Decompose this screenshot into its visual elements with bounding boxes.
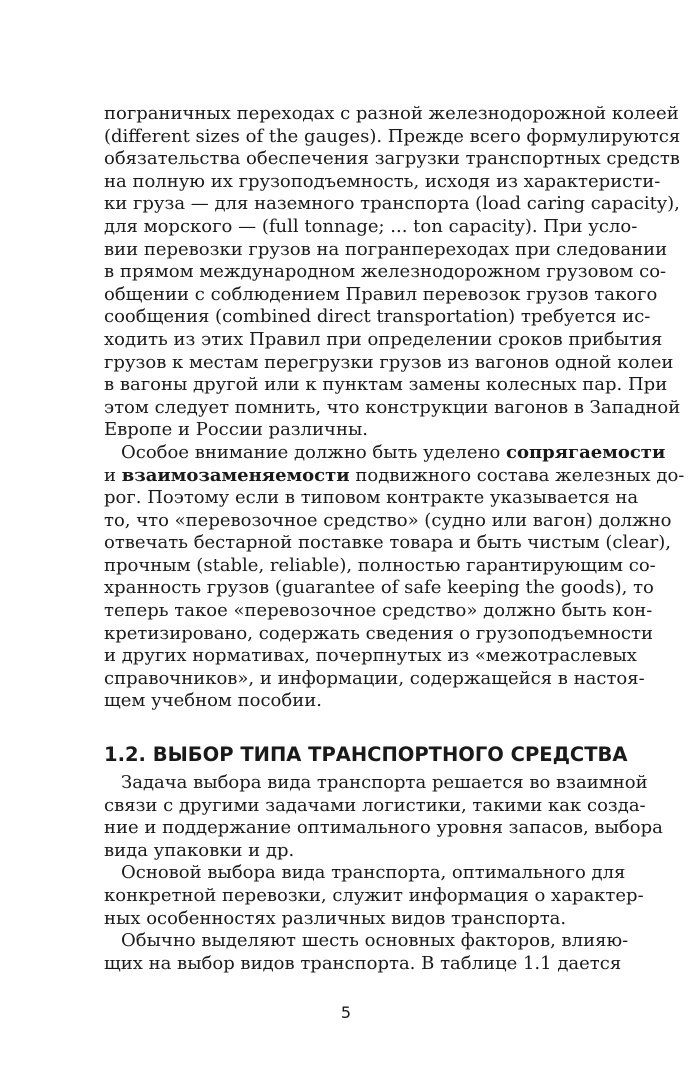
text-line: Обычно выделяют шесть основных факторов, влияю- [121, 930, 629, 952]
text-line: Задача выбора вида транспорта решается во взаимной [121, 772, 648, 793]
page-number: 5 [340, 1003, 352, 1022]
text-line: Основой выбора вида транспорта, оптимального для [121, 862, 626, 884]
text-run: и [104, 464, 122, 486]
text-line: щем учебном пособии. [104, 690, 322, 712]
text-line: в прямом международном железнодорожном грузовом со- [104, 261, 667, 283]
text-line: ние и поддержание оптимального уровня запасов, выбора [104, 817, 663, 839]
text-line: щих на выбор видов транспорта. В таблице 1.1 дается [104, 952, 622, 974]
bold-term: сопрягаемости [506, 441, 666, 463]
text-line: связи с другими задачами логистики, такими как созда- [104, 794, 646, 816]
text-line: ки груза — для наземного транспорта (load caring capacity), [104, 193, 680, 215]
text-line: общении с соблюдением Правил перевозок грузов такого [104, 283, 658, 305]
text-line: прочным (stable, reliable), полностью гарантирующим со- [104, 554, 656, 576]
text-line: отвечать бестарной поставке товара и быть чистым (clear), [104, 532, 671, 554]
text-line: справочников», и информации, содержащейся в настоя- [104, 667, 645, 689]
text-line: вида упаковки и др. [104, 839, 295, 861]
section-heading: 1.2. ВЫБОР ТИПА ТРАНСПОРТНОГО СРЕДСТВА [104, 743, 628, 766]
text-line: для морского — (full tonnage; ... ton capacity). При усло- [104, 215, 638, 237]
body-text-bottom [104, 772, 663, 975]
text-line: на полную их грузоподъемность, исходя из характеристи- [104, 170, 661, 192]
text-line: пограничных переходах с разной железнодорожной колеей [104, 103, 679, 124]
paragraph [104, 862, 644, 930]
text-line: этом следует помнить, что конструкции вагонов в Западной [104, 396, 681, 418]
text-line: вии перевозки грузов на погранпереходах при следовании [104, 238, 668, 260]
text-line [104, 441, 666, 465]
body-text-top [104, 103, 685, 713]
paragraph [104, 441, 685, 713]
text-run: подвижного состава железных до- [349, 464, 685, 486]
text-line: сообщения (combined direct transportation) требуется ис- [104, 306, 651, 328]
text-line: ных особенностях различных видов транспорта. [104, 907, 567, 929]
text-line: и других нормативах, почерпнутых из «межотраслевых [104, 645, 637, 667]
text-line: кретизировано, содержать сведения о грузоподъемности [104, 622, 653, 644]
text-line: в вагоны другой или к пунктам замены колесных пар. При [104, 374, 668, 396]
text-line: теперь такое «перевозочное средство» должно быть кон- [104, 600, 653, 622]
text-line [104, 464, 685, 488]
bold-term: взаимозаменяемости [121, 464, 350, 486]
text-line: рог. Поэтому если в типовом контракте указывается на [104, 487, 639, 509]
text-line: обязательства обеспечения загрузки транспортных средств [104, 148, 680, 170]
text-line: Европе и России различны. [104, 419, 368, 441]
paragraph [104, 772, 663, 862]
text-line: ходить из этих Правил при определении сроков прибытия [104, 328, 663, 350]
text-line: (different sizes of the gauges). Прежде всего формулируются [104, 125, 681, 147]
text-run: Особое внимание должно быть уделено [121, 441, 507, 463]
paragraph [104, 103, 681, 442]
text-line: конкретной перевозки, служит информация о характер- [104, 884, 644, 906]
text-line: то, что «перевозочное средство» (судно или вагон) должно [104, 509, 672, 531]
text-line: хранность грузов (guarantee of safe keeping the goods), то [104, 577, 654, 599]
text-line: грузов к местам перегрузки грузов из вагонов одной колеи [104, 351, 674, 373]
paragraph [104, 930, 629, 975]
